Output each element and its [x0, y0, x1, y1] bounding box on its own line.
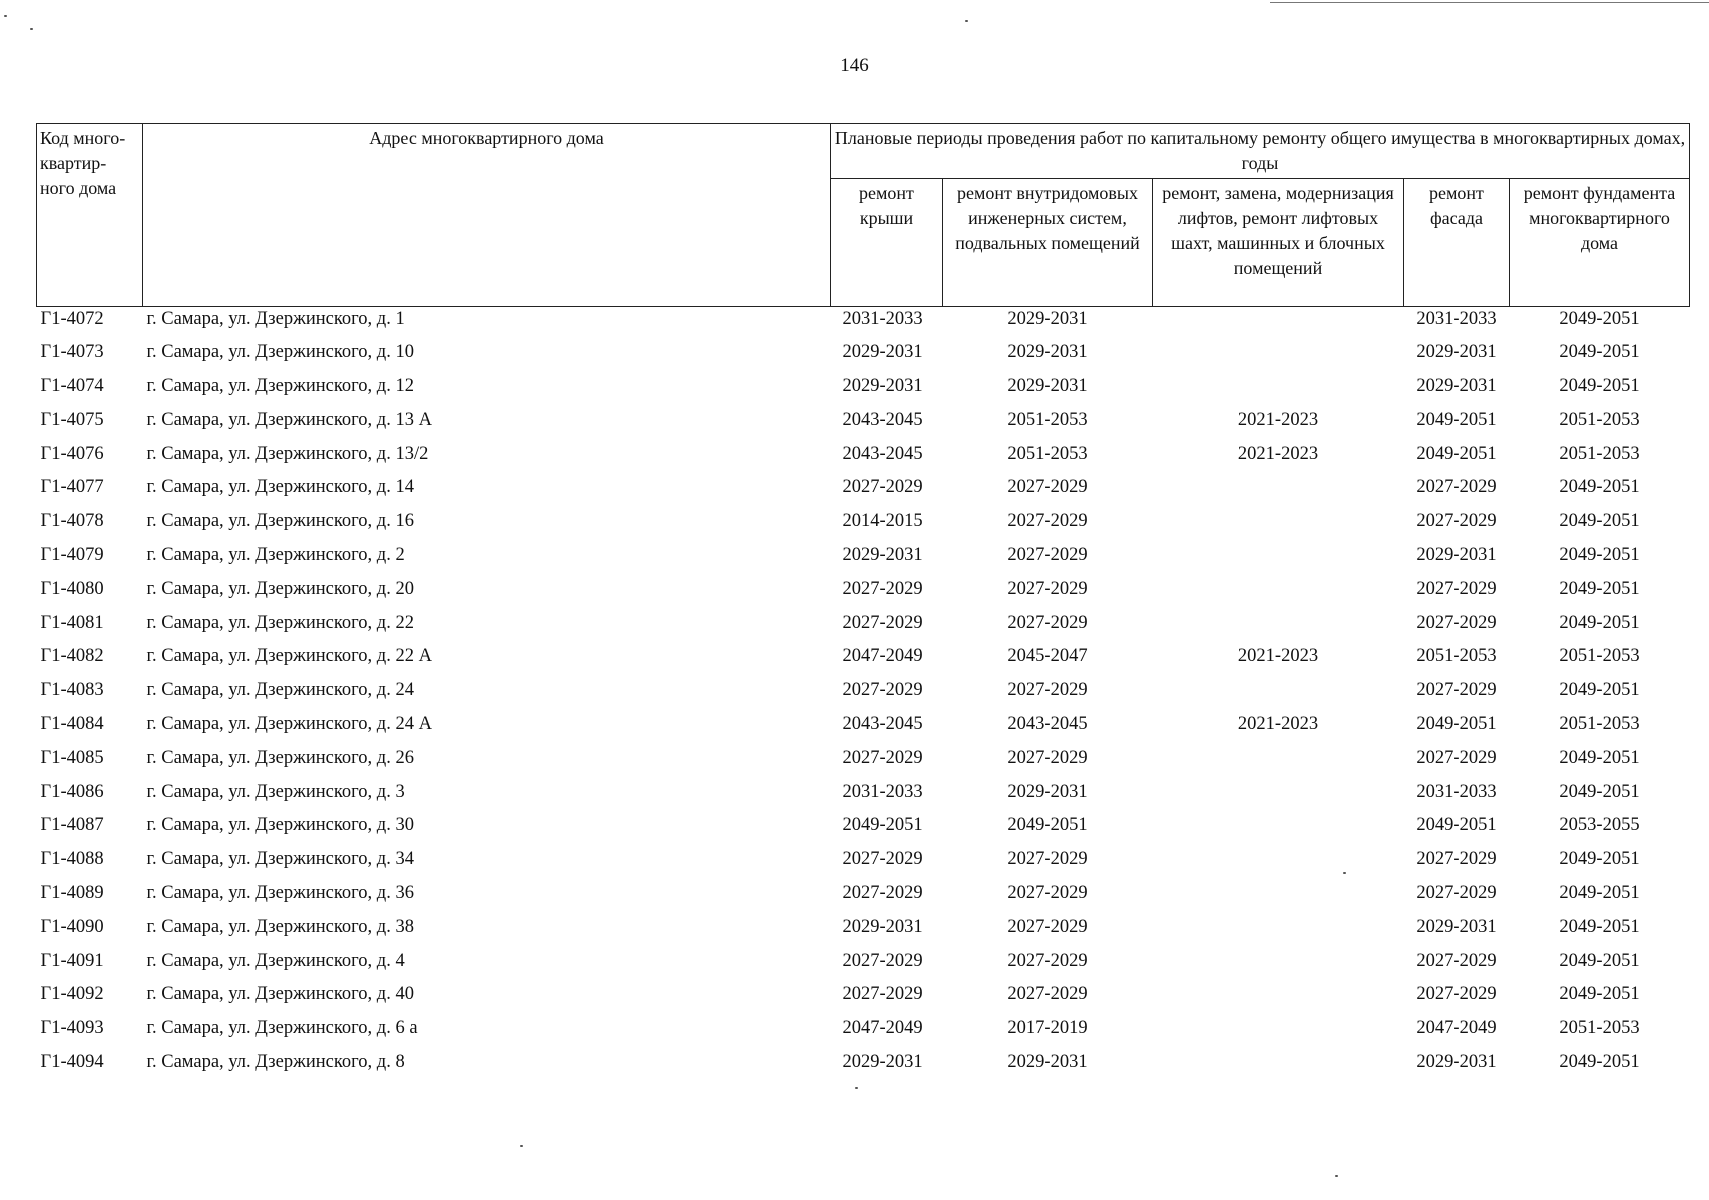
header-code: Код много-квартир-ного дома — [37, 124, 143, 307]
cell-foundation: 2049-2051 — [1559, 849, 1640, 870]
cell-address: г. Самара, ул. Дзержинского, д. 13/2 — [146, 443, 429, 464]
table-row — [37, 577, 1690, 611]
cell-code: Г1-4086 — [40, 781, 104, 802]
scan-speck — [855, 1087, 858, 1089]
cell-facade: 2029-2031 — [1416, 1052, 1497, 1073]
cell-engineering: 2043-2045 — [1007, 714, 1088, 735]
cell-engineering: 2027-2029 — [1007, 545, 1088, 566]
cell-elevators — [1153, 577, 1404, 611]
cell-address: г. Самара, ул. Дзержинского, д. 22 А — [146, 646, 432, 667]
cell-facade: 2049-2051 — [1416, 714, 1497, 735]
cell-foundation: 2049-2051 — [1559, 511, 1640, 532]
table-row — [37, 1016, 1690, 1050]
scan-speck — [965, 20, 968, 22]
cell-engineering: 2017-2019 — [1007, 1018, 1088, 1039]
cell-foundation: 2049-2051 — [1559, 680, 1640, 701]
cell-address: г. Самара, ул. Дзержинского, д. 14 — [146, 477, 414, 498]
header-address: Адрес многоквартирного дома — [143, 124, 831, 307]
cell-roof: 2029-2031 — [842, 342, 923, 363]
cell-address: г. Самара, ул. Дзержинского, д. 16 — [146, 511, 414, 532]
cell-elevators — [1153, 509, 1404, 543]
cell-elevators — [1153, 746, 1404, 780]
cell-facade: 2029-2031 — [1416, 916, 1497, 937]
scan-speck — [30, 28, 33, 30]
cell-engineering: 2029-2031 — [1007, 376, 1088, 397]
cell-engineering: 2027-2029 — [1007, 477, 1088, 498]
cell-facade: 2027-2029 — [1416, 984, 1497, 1005]
scan-speck — [1335, 1175, 1338, 1177]
cell-facade: 2027-2029 — [1416, 849, 1497, 870]
cell-engineering: 2027-2029 — [1007, 950, 1088, 971]
cell-facade: 2027-2029 — [1416, 680, 1497, 701]
cell-elevators: 2021-2023 — [1237, 646, 1319, 667]
cell-facade: 2031-2033 — [1416, 309, 1497, 329]
cell-facade: 2031-2033 — [1416, 781, 1497, 802]
table-row — [37, 611, 1690, 645]
table-row — [37, 374, 1690, 408]
cell-roof: 2043-2045 — [842, 409, 923, 430]
cell-code: Г1-4087 — [40, 815, 104, 836]
cell-facade: 2047-2049 — [1416, 1018, 1497, 1039]
cell-elevators — [1153, 340, 1404, 374]
cell-engineering: 2027-2029 — [1007, 680, 1088, 701]
table-row — [37, 408, 1690, 442]
cell-engineering: 2029-2031 — [1007, 342, 1088, 363]
cell-foundation: 2049-2051 — [1559, 309, 1640, 329]
cell-foundation: 2049-2051 — [1559, 747, 1640, 768]
cell-roof: 2027-2029 — [842, 477, 923, 498]
scan-top-rule — [1270, 2, 1709, 3]
cell-address: г. Самара, ул. Дзержинского, д. 12 — [146, 376, 414, 397]
cell-address: г. Самара, ул. Дзержинского, д. 24 — [146, 680, 414, 701]
table-header — [37, 124, 1690, 307]
cell-code: Г1-4094 — [40, 1052, 104, 1073]
cell-foundation: 2051-2053 — [1559, 714, 1640, 735]
cell-engineering: 2027-2029 — [1007, 578, 1088, 599]
cell-roof: 2027-2029 — [842, 950, 923, 971]
capital-repair-table — [36, 123, 1690, 1084]
table-row — [37, 1050, 1690, 1084]
cell-address: г. Самара, ул. Дзержинского, д. 4 — [146, 950, 405, 971]
header-periods-group: Плановые периоды проведения работ по капитальному ремонту общего имущества в многоквартирных домах, годы — [831, 124, 1690, 179]
cell-foundation: 2051-2053 — [1559, 409, 1640, 430]
cell-code: Г1-4093 — [40, 1018, 104, 1039]
table-row — [37, 678, 1690, 712]
cell-engineering: 2027-2029 — [1007, 612, 1088, 633]
cell-foundation: 2049-2051 — [1559, 612, 1640, 633]
cell-facade: 2029-2031 — [1416, 545, 1497, 566]
cell-address: г. Самара, ул. Дзержинского, д. 24 А — [146, 714, 432, 735]
cell-code: Г1-4082 — [40, 646, 104, 667]
cell-code: Г1-4085 — [40, 747, 104, 768]
header-elevators: ремонт, замена, модернизация лифтов, ремонт лифтовых шахт, машинных и блочных помещений — [1153, 179, 1404, 307]
cell-roof: 2027-2029 — [842, 984, 923, 1005]
table-row — [37, 746, 1690, 780]
cell-code: Г1-4073 — [40, 342, 104, 363]
cell-foundation: 2049-2051 — [1559, 984, 1640, 1005]
cell-elevators — [1153, 881, 1404, 915]
cell-foundation: 2051-2053 — [1559, 443, 1640, 464]
cell-facade: 2029-2031 — [1416, 342, 1497, 363]
cell-address: г. Самара, ул. Дзержинского, д. 26 — [146, 747, 414, 768]
cell-elevators — [1153, 847, 1404, 881]
header-facade: ремонт фасада — [1404, 179, 1510, 307]
cell-code: Г1-4072 — [40, 309, 104, 329]
cell-address: г. Самара, ул. Дзержинского, д. 22 — [146, 612, 414, 633]
cell-facade: 2027-2029 — [1416, 477, 1497, 498]
cell-foundation: 2049-2051 — [1559, 883, 1640, 904]
table-row — [37, 982, 1690, 1016]
cell-roof: 2049-2051 — [842, 815, 923, 836]
cell-address: г. Самара, ул. Дзержинского, д. 6 а — [146, 1018, 418, 1039]
cell-elevators — [1153, 982, 1404, 1016]
scan-speck — [1343, 872, 1346, 874]
cell-engineering: 2027-2029 — [1007, 747, 1088, 768]
cell-foundation: 2051-2053 — [1559, 646, 1640, 667]
cell-foundation: 2049-2051 — [1559, 376, 1640, 397]
table-row — [37, 340, 1690, 374]
cell-foundation: 2053-2055 — [1559, 815, 1640, 836]
cell-facade: 2049-2051 — [1416, 443, 1497, 464]
cell-code: Г1-4088 — [40, 849, 104, 870]
cell-engineering: 2029-2031 — [1007, 781, 1088, 802]
cell-roof: 2031-2033 — [842, 309, 923, 329]
header-foundation: ремонт фундамента многоквартирного дома — [1510, 179, 1690, 307]
cell-elevators — [1153, 1050, 1404, 1084]
table-row — [37, 881, 1690, 915]
cell-elevators — [1153, 678, 1404, 712]
cell-address: г. Самара, ул. Дзержинского, д. 10 — [146, 342, 414, 363]
table-row — [37, 949, 1690, 983]
cell-address: г. Самара, ул. Дзержинского, д. 20 — [146, 578, 414, 599]
cell-elevators — [1153, 813, 1404, 847]
table-row — [37, 509, 1690, 543]
cell-foundation: 2049-2051 — [1559, 477, 1640, 498]
cell-facade: 2027-2029 — [1416, 612, 1497, 633]
table-row — [37, 847, 1690, 881]
cell-engineering: 2027-2029 — [1007, 849, 1088, 870]
table-row — [37, 813, 1690, 847]
cell-facade: 2049-2051 — [1416, 815, 1497, 836]
cell-roof: 2029-2031 — [842, 545, 923, 566]
cell-elevators — [1153, 475, 1404, 509]
cell-elevators — [1153, 949, 1404, 983]
scan-speck — [4, 15, 7, 17]
cell-foundation: 2049-2051 — [1559, 781, 1640, 802]
cell-engineering: 2051-2053 — [1007, 409, 1088, 430]
cell-code: Г1-4078 — [40, 511, 104, 532]
cell-code: Г1-4075 — [40, 409, 104, 430]
cell-engineering: 2027-2029 — [1007, 984, 1088, 1005]
table-row — [37, 543, 1690, 577]
cell-engineering: 2027-2029 — [1007, 883, 1088, 904]
table-row — [37, 780, 1690, 814]
header-roof: ремонт крыши — [831, 179, 943, 307]
cell-roof: 2047-2049 — [842, 1018, 923, 1039]
cell-address: г. Самара, ул. Дзержинского, д. 8 — [146, 1052, 405, 1073]
cell-facade: 2049-2051 — [1416, 409, 1497, 430]
cell-foundation: 2051-2053 — [1559, 1018, 1640, 1039]
cell-facade: 2027-2029 — [1416, 511, 1497, 532]
cell-engineering: 2029-2031 — [1007, 309, 1088, 329]
cell-code: Г1-4092 — [40, 984, 104, 1005]
cell-elevators: 2021-2023 — [1237, 443, 1319, 464]
cell-address: г. Самара, ул. Дзержинского, д. 13 А — [146, 409, 432, 430]
cell-roof: 2043-2045 — [842, 443, 923, 464]
cell-facade: 2027-2029 — [1416, 578, 1497, 599]
cell-code: Г1-4077 — [40, 477, 104, 498]
cell-facade: 2027-2029 — [1416, 883, 1497, 904]
cell-roof: 2014-2015 — [842, 511, 923, 532]
scan-speck — [520, 1145, 523, 1147]
page-number: 146 — [840, 55, 869, 76]
cell-elevators: 2021-2023 — [1237, 409, 1319, 430]
cell-roof: 2031-2033 — [842, 781, 923, 802]
table-body — [37, 307, 1690, 1084]
cell-engineering: 2045-2047 — [1007, 646, 1088, 667]
cell-elevators: 2021-2023 — [1237, 714, 1319, 735]
cell-code: Г1-4089 — [40, 883, 104, 904]
cell-engineering: 2029-2031 — [1007, 1052, 1088, 1073]
cell-elevators — [1153, 780, 1404, 814]
cell-engineering: 2051-2053 — [1007, 443, 1088, 464]
table-row — [37, 712, 1690, 746]
cell-elevators — [1153, 915, 1404, 949]
table-row — [37, 475, 1690, 509]
cell-roof: 2027-2029 — [842, 612, 923, 633]
cell-code: Г1-4081 — [40, 612, 104, 633]
cell-engineering: 2049-2051 — [1007, 815, 1088, 836]
table-row — [37, 644, 1690, 678]
cell-roof: 2029-2031 — [842, 1052, 923, 1073]
cell-code: Г1-4079 — [40, 545, 104, 566]
table-row — [37, 442, 1690, 476]
cell-facade: 2051-2053 — [1416, 646, 1497, 667]
cell-code: Г1-4084 — [40, 714, 104, 735]
cell-address: г. Самара, ул. Дзержинского, д. 30 — [146, 815, 414, 836]
cell-code: Г1-4091 — [40, 950, 104, 971]
cell-code: Г1-4080 — [40, 578, 104, 599]
cell-address: г. Самара, ул. Дзержинского, д. 40 — [146, 984, 414, 1005]
cell-code: Г1-4074 — [40, 376, 104, 397]
cell-foundation: 2049-2051 — [1559, 545, 1640, 566]
cell-address: г. Самара, ул. Дзержинского, д. 34 — [146, 849, 414, 870]
cell-engineering: 2027-2029 — [1007, 916, 1088, 937]
cell-address: г. Самара, ул. Дзержинского, д. 1 — [146, 309, 405, 329]
cell-elevators — [1153, 374, 1404, 408]
cell-roof: 2027-2029 — [842, 883, 923, 904]
table-row — [37, 307, 1690, 341]
cell-roof: 2027-2029 — [842, 680, 923, 701]
cell-roof: 2043-2045 — [842, 714, 923, 735]
cell-foundation: 2049-2051 — [1559, 916, 1640, 937]
cell-roof: 2027-2029 — [842, 747, 923, 768]
table-row — [37, 915, 1690, 949]
cell-code: Г1-4083 — [40, 680, 104, 701]
cell-address: г. Самара, ул. Дзержинского, д. 2 — [146, 545, 405, 566]
cell-elevators — [1153, 1016, 1404, 1050]
cell-code: Г1-4076 — [40, 443, 104, 464]
cell-foundation: 2049-2051 — [1559, 342, 1640, 363]
cell-roof: 2027-2029 — [842, 578, 923, 599]
cell-address: г. Самара, ул. Дзержинского, д. 36 — [146, 883, 414, 904]
cell-engineering: 2027-2029 — [1007, 511, 1088, 532]
cell-facade: 2027-2029 — [1416, 950, 1497, 971]
cell-foundation: 2049-2051 — [1559, 950, 1640, 971]
cell-elevators — [1153, 543, 1404, 577]
cell-facade: 2029-2031 — [1416, 376, 1497, 397]
header-engineering: ремонт внутридомовых инженерных систем, подвальных помещений — [943, 179, 1153, 307]
cell-elevators — [1153, 611, 1404, 645]
cell-foundation: 2049-2051 — [1559, 1052, 1640, 1073]
cell-roof: 2027-2029 — [842, 849, 923, 870]
cell-roof: 2029-2031 — [842, 916, 923, 937]
cell-foundation: 2049-2051 — [1559, 578, 1640, 599]
cell-roof: 2029-2031 — [842, 376, 923, 397]
cell-facade: 2027-2029 — [1416, 747, 1497, 768]
cell-elevators — [1153, 307, 1404, 341]
cell-address: г. Самара, ул. Дзержинского, д. 38 — [146, 916, 414, 937]
cell-roof: 2047-2049 — [842, 646, 923, 667]
cell-address: г. Самара, ул. Дзержинского, д. 3 — [146, 781, 405, 802]
cell-code: Г1-4090 — [40, 916, 104, 937]
